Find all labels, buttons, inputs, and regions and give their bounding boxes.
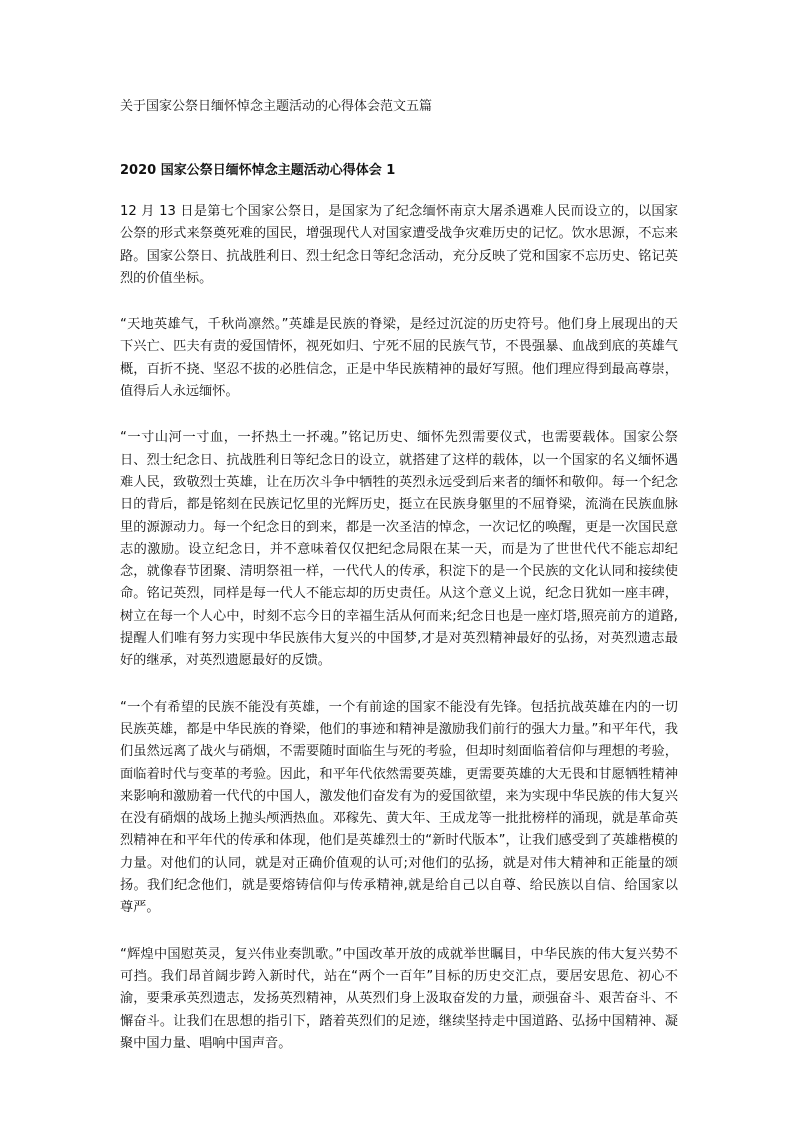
paragraph: “辉煌中国慰英灵，复兴伟业奏凯歌。”中国改革开放的成就举世瞩目，中华民族的伟大复兴势不可挡。我们昂首阔步跨入新时代，站在“两个一百年”目标的历史交汇点，要居安思危、初心不渝，要秉承英烈遗志，发扬英烈精神，从英烈们身上汲取奋发的力量，顽强奋斗、艰苦奋斗、不懈奋斗。让我们在思想的指引下，踏着英烈们的足迹，继续坚持走中国道路、弘扬中国精神、凝聚中国力量、唱响中国声音。 bbox=[120, 946, 678, 1051]
document-title: 关于国家公祭日缅怀悼念主题活动的心得体会范文五篇 bbox=[120, 99, 433, 114]
paragraph: “一寸山河一寸血，一抔热土一抔魂。”铭记历史、缅怀先烈需要仪式，也需要载体。国家公祭日、烈士纪念日、抗战胜利日等纪念日的设立，就搭建了这样的载体，以一个国家的名义缅怀遇难人民，致敬烈士英雄，让在历次斗争中牺牲的英烈永远受到后来者的缅怀和敬仰。每一个纪念日的背后，都是铭刻在民族记忆里的光辉历史，挺立在民族身躯里的不屈脊梁，流淌在民族血脉里的源源动力。每一个纪念日的到来，都是一次圣洁的悼念，一次记忆的唤醒，更是一次国民意志的激励。设立纪念日，并不意味着仅仅把纪念局限在某一天，而是为了世世代代不能忘却纪念，就像春节团聚、清明祭祖一样，一代代人的传承，积淀下的是一个民族的文化认同和接续使命。铭记英烈，同样是每一代人不能忘却的历史责任。从这个意义上说，纪念日犹如一座丰碑，树立在每一个人心中，时刻不忘今日的幸福生活从何而来;纪念日也是一座灯塔,照亮前方的道路,提醒人们唯有努力实现中华民族伟大复兴的中国梦,才是对英烈精神最好的弘扬，对英烈遗志最好的继承，对英烈遗愿最好的反馈。 bbox=[120, 430, 678, 669]
document-body bbox=[120, 201, 678, 1079]
paragraph: “一个有希望的民族不能没有英雄，一个有前途的国家不能没有先锋。包括抗战英雄在内的一切民族英雄，都是中华民族的脊梁，他们的事迹和精神是激励我们前行的强大力量。”和平年代，我们虽然远离了战火与硝烟，不需要随时面临生与死的考验，但却时刻面临着信仰与理想的考验，面临着时代与变革的考验。因此，和平年代依然需要英雄，更需要英雄的大无畏和甘愿牺牲精神来影响和激励着一代代的中国人，激发他们奋发有为的爱国欲望，来为实现中华民族的伟大复兴在没有硝烟的战场上抛头颅洒热血。邓稼先、黄大年、王成龙等一批批榜样的涌现，就是革命英烈精神在和平年代的传承和体现，他们是英雄烈士的“新时代版本”，让我们感受到了英雄楷模的力量。对他们的认同，就是对正确价值观的认可;对他们的弘扬，就是对伟大精神和正能量的颂扬。我们纪念他们，就是要熔铸信仰与传承精神,就是给自己以自尊、给民族以自信、给国家以尊严。 bbox=[120, 699, 678, 916]
paragraph: 12 月 13 日是第七个国家公祭日，是国家为了纪念缅怀南京大屠杀遇难人民而设立的，以国家公祭的形式来祭奠死难的国民，增强现代人对国家遭受战争灾难历史的记忆。饮水思源，不忘来路。国家公祭日、抗战胜利日、烈士纪念日等纪念活动，充分反映了党和国家不忘历史、铭记英烈的价值坐标。 bbox=[120, 204, 678, 286]
section-heading: 2020 国家公祭日缅怀悼念主题活动心得体会 1 bbox=[120, 163, 396, 178]
paragraph: “天地英雄气，千秋尚凛然。”英雄是民族的脊梁，是经过沉淀的历史符号。他们身上展现出的天下兴亡、匹夫有责的爱国情怀，视死如归、宁死不屈的民族气节，不畏强暴、血战到底的英雄气概，百折不挠、坚忍不拔的必胜信念，正是中华民族精神的最好写照。他们理应得到最高尊崇，值得后人永远缅怀。 bbox=[120, 317, 678, 400]
